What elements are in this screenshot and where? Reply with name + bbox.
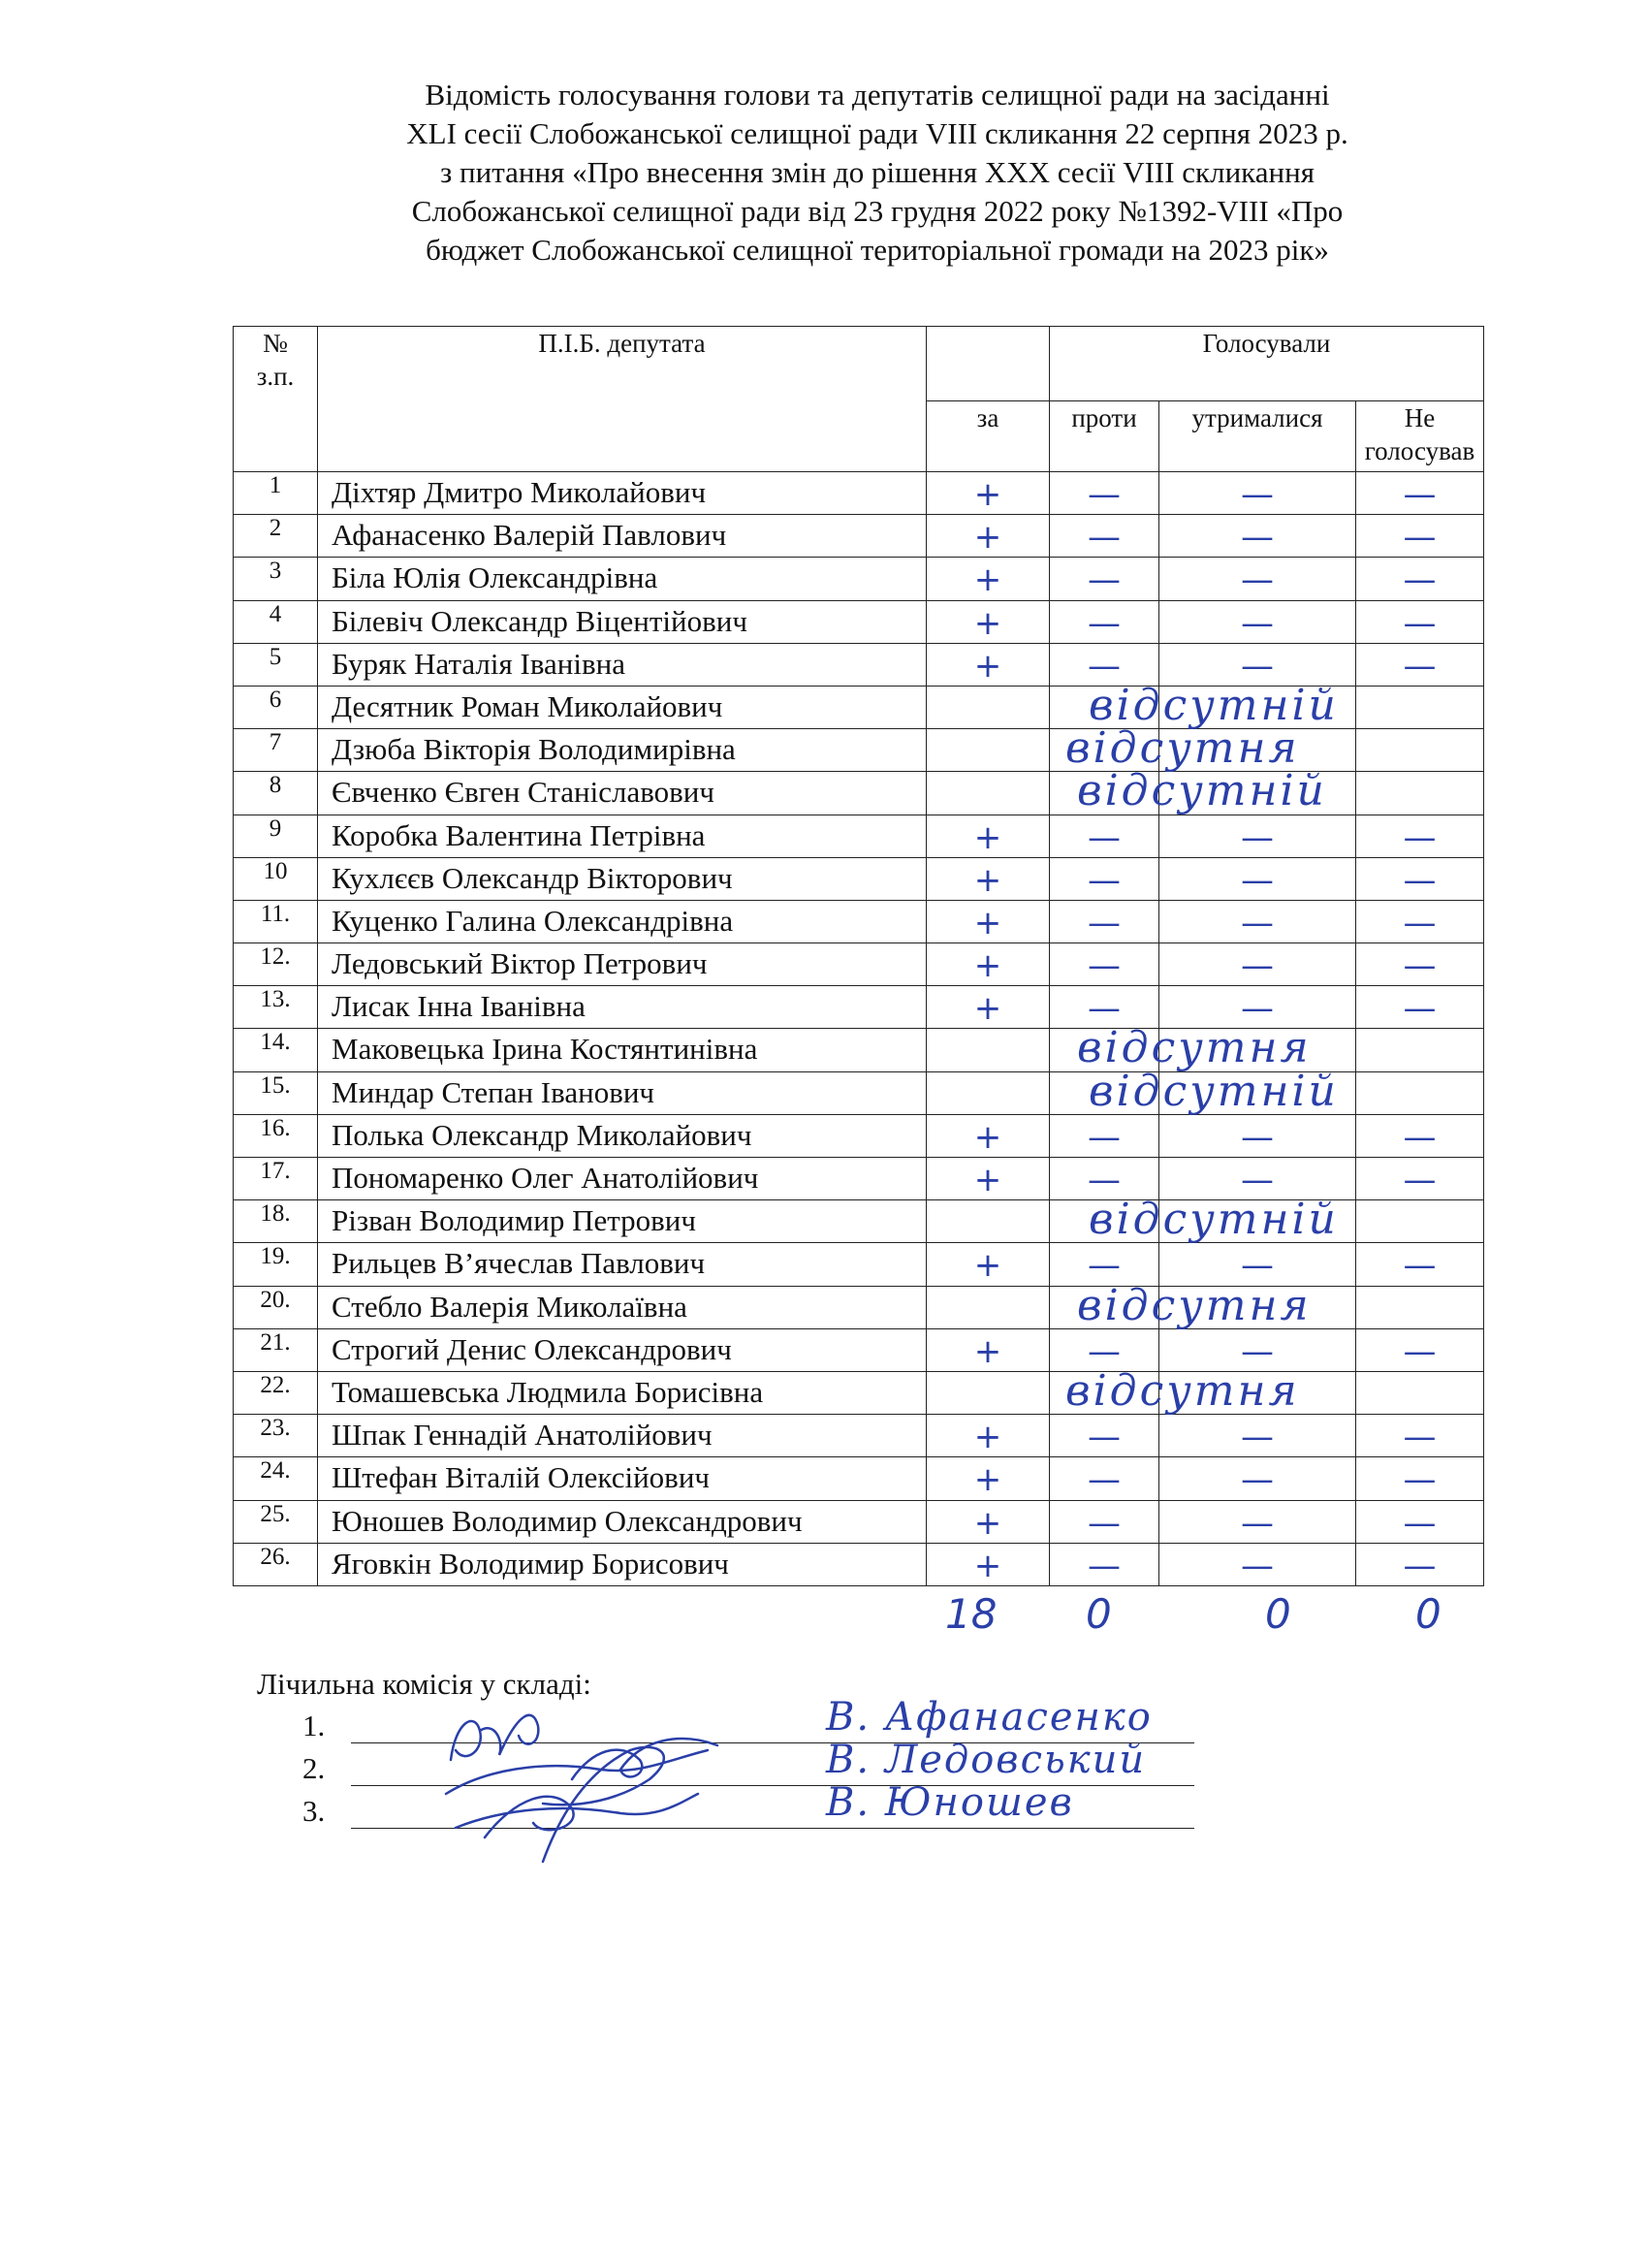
vote-against-mark: — [1088,817,1121,857]
vote-not-voted-mark: — [1403,646,1437,686]
vote-for-mark: + [973,1331,1002,1371]
deputy-name: Рильцев В’ячеслав Павлович [318,1243,927,1286]
vote-for-mark: + [973,518,1002,558]
deputy-name: Коробка Валентина Петрівна [318,815,927,857]
table-row [234,1500,1484,1543]
vote-for-mark: + [973,1503,1002,1543]
table-row [234,1286,1484,1328]
document-title [281,76,1474,270]
vote-against-cell [1050,986,1159,1029]
vote-not-voted-mark: — [1403,1460,1437,1500]
vote-not-voted-mark: — [1403,1246,1437,1286]
vote-abstained-mark: — [1241,1331,1274,1371]
vote-not-voted-cell [1077,766,1484,816]
signatures-scribble [427,1692,814,1867]
vote-not-voted-mark: — [1403,518,1437,558]
row-number: 17. [234,1158,318,1200]
member-handwritten-name: В. Юношев [826,1780,1074,1825]
vote-not-voted-mark: — [1403,603,1437,643]
absent-handwritten-note: відсутня [1065,1365,1300,1416]
row-number: 8 [234,772,318,815]
table-row [234,1371,1484,1414]
vote-abstained-cell [1159,472,1356,515]
vote-against-cell [1050,1500,1159,1543]
vote-abstained-cell [1159,986,1356,1029]
vote-for-mark: + [973,1117,1002,1157]
vote-against-cell [1050,1543,1159,1585]
vote-abstained-cell [1159,1158,1356,1200]
deputy-name: Пономаренко Олег Анатолійович [318,1158,927,1200]
vote-for-mark: + [973,903,1002,942]
deputy-name: Яговкін Володимир Борисович [318,1543,927,1585]
title-line: бюджет Слобожанської селищної територіальної громади на 2023 рік» [426,233,1329,267]
vote-for-mark: + [973,1161,1002,1199]
row-number: 10 [234,857,318,900]
deputy-name: Біла Юлія Олександрівна [318,558,927,600]
vote-for-cell [927,600,1050,643]
total-abstained: 0 [1265,1590,1291,1638]
vote-against-cell [1050,643,1159,686]
vote-for-mark: + [973,1418,1002,1457]
vote-against-mark: — [1088,1460,1121,1500]
vote-for-mark: + [973,475,1002,514]
vote-for-cell [927,472,1050,515]
vote-not-voted-cell [1356,600,1484,643]
vote-against-cell [1050,1328,1159,1371]
vote-for-mark: + [973,946,1002,986]
deputy-name: Лисак Інна Іванівна [318,986,927,1029]
table-row [234,1071,1484,1114]
table-row [234,815,1484,857]
vote-for-cell [927,1029,1050,1071]
vote-against-mark: — [1088,1331,1121,1371]
table-row [234,600,1484,643]
table-row [234,515,1484,558]
title-line: Слобожанської селищної ради від 23 грудня 2022 року №1392-VIII «Про [411,194,1344,228]
vote-against-mark: — [1088,1117,1121,1157]
vote-abstained-cell [1159,1328,1356,1371]
table-row [234,1543,1484,1585]
vote-abstained-mark: — [1241,1117,1274,1157]
member-handwritten-name: В. Ледовський [826,1738,1147,1782]
commission-label: Лічильна комісія у складі: [257,1667,591,1701]
vote-for-cell [927,900,1050,942]
deputy-name: Різван Володимир Петрович [318,1200,927,1243]
row-number: 24. [234,1457,318,1500]
table-row [234,1029,1484,1071]
table-row [234,857,1484,900]
absent-handwritten-note: відсутня [1077,1023,1312,1073]
vote-against-cell [1050,1114,1159,1157]
vote-not-voted-cell [1356,558,1484,600]
vote-against-mark: — [1088,646,1121,686]
vote-for-cell [927,1243,1050,1286]
table-row [234,1158,1484,1200]
deputy-name: Дзюба Вікторія Володимирівна [318,729,927,772]
table-row [234,1114,1484,1157]
vote-not-voted-mark: — [1403,475,1437,514]
vote-not-voted-cell [1077,1280,1484,1330]
table-row [234,1457,1484,1500]
vote-against-mark: — [1088,989,1121,1029]
vote-for-cell [927,1158,1050,1200]
vote-abstained-cell [1159,857,1356,900]
table-row [234,1200,1484,1243]
vote-against-cell [1050,472,1159,515]
vote-not-voted-mark: — [1403,1546,1437,1585]
totals-row [0,1590,1648,1648]
vote-against-cell [1050,815,1159,857]
vote-against-mark: — [1088,860,1121,900]
vote-against-cell [1050,1243,1159,1286]
vote-abstained-mark: — [1241,946,1274,986]
vote-not-voted-mark: — [1403,1161,1437,1199]
vote-not-voted-cell [1356,1328,1484,1371]
deputy-name: Полька Олександр Миколайович [318,1114,927,1157]
vote-not-voted-cell [1356,943,1484,986]
vote-against-mark: — [1088,1418,1121,1457]
deputy-name: Юношев Володимир Олександрович [318,1500,927,1543]
member-num: 1. [302,1709,326,1742]
vote-not-voted-cell [1065,1365,1484,1416]
title-line: XLI сесії Слобожанської селищної ради VIII скликання 22 серпня 2023 р. [406,116,1348,150]
vote-abstained-mark: — [1241,860,1274,900]
table-row [234,1243,1484,1286]
row-number: 4 [234,600,318,643]
vote-abstained-mark: — [1241,989,1274,1029]
absent-handwritten-note: відсутній [1077,766,1327,816]
total-not-voted: 0 [1415,1590,1442,1638]
vote-not-voted-cell [1356,1415,1484,1457]
vote-against-mark: — [1088,560,1121,600]
deputy-name: Афанасенко Валерій Павлович [318,515,927,558]
deputy-name: Білевіч Олександр Віцентійович [318,600,927,643]
absent-handwritten-note: відсутній [1089,1066,1339,1116]
vote-for-cell [927,1415,1050,1457]
deputy-name: Кухлєєв Олександр Вікторович [318,857,927,900]
vote-for-cell [927,1071,1050,1114]
member-handwritten-name: В. Афанасенко [826,1695,1153,1740]
row-number: 9 [234,815,318,857]
vote-not-voted-cell [1356,1457,1484,1500]
header-empty [927,327,1050,401]
table-row [234,558,1484,600]
vote-abstained-mark: — [1241,1503,1274,1543]
row-number: 23. [234,1415,318,1457]
vote-for-mark: + [973,560,1002,600]
vote-against-cell [1050,1415,1159,1457]
row-number: 3 [234,558,318,600]
table-row [234,729,1484,772]
deputy-name: Євченко Євген Станіславович [318,772,927,815]
vote-for-cell [927,558,1050,600]
deputy-name: Штефан Віталій Олексійович [318,1457,927,1500]
vote-for-cell [927,1500,1050,1543]
vote-not-voted-cell [1356,1500,1484,1543]
vote-not-voted-mark: — [1403,989,1437,1029]
vote-not-voted-mark: — [1403,860,1437,900]
deputy-name: Ледовський Віктор Петрович [318,943,927,986]
vote-abstained-cell [1159,558,1356,600]
deputy-name: Стебло Валерія Миколаївна [318,1286,927,1328]
vote-against-cell [1050,900,1159,942]
vote-not-voted-mark: — [1403,1418,1437,1457]
deputy-name: Куценко Галина Олександрівна [318,900,927,942]
row-number: 11. [234,900,318,942]
vote-against-mark: — [1088,475,1121,514]
vote-abstained-cell [1159,1543,1356,1585]
vote-for-mark: + [973,1546,1002,1585]
vote-abstained-cell [1159,515,1356,558]
vote-against-mark: — [1088,1546,1121,1585]
voting-table [233,326,1484,1586]
vote-for-cell [927,1114,1050,1157]
row-number: 20. [234,1286,318,1328]
row-number: 13. [234,986,318,1029]
absent-handwritten-note: відсутня [1065,723,1300,774]
vote-for-mark: + [973,989,1002,1029]
vote-abstained-cell [1159,943,1356,986]
deputy-name: Миндар Степан Іванович [318,1071,927,1114]
table-row [234,643,1484,686]
deputy-name: Томашевська Людмила Борисівна [318,1371,927,1414]
vote-abstained-cell [1159,1415,1356,1457]
vote-not-voted-cell [1089,1066,1484,1116]
title-line: з питання «Про внесення змін до рішення XXX сесії VIII скликання [440,155,1315,189]
vote-for-mark: + [973,817,1002,857]
vote-abstained-mark: — [1241,603,1274,643]
vote-for-cell [927,986,1050,1029]
vote-not-voted-cell [1356,515,1484,558]
vote-for-cell [927,1328,1050,1371]
vote-not-voted-cell [1356,1114,1484,1157]
vote-not-voted-mark: — [1403,1117,1437,1157]
vote-not-voted-cell [1356,643,1484,686]
vote-against-mark: — [1088,1246,1121,1286]
vote-against-mark: — [1088,603,1121,643]
row-number: 7 [234,729,318,772]
deputy-name: Буряк Наталія Іванівна [318,643,927,686]
vote-against-mark: — [1088,903,1121,942]
vote-not-voted-mark: — [1403,560,1437,600]
vote-for-mark: + [973,646,1002,686]
vote-not-voted-mark: — [1403,903,1437,942]
table-row [234,943,1484,986]
vote-against-cell [1050,600,1159,643]
deputy-name: Маковецька Ірина Костянтинівна [318,1029,927,1071]
vote-against-cell [1050,1158,1159,1200]
vote-not-voted-cell [1356,900,1484,942]
table-row [234,472,1484,515]
header-for: за [927,401,1050,472]
vote-abstained-mark: — [1241,518,1274,558]
vote-abstained-cell [1159,600,1356,643]
vote-not-voted-cell [1065,723,1484,774]
row-number: 12. [234,943,318,986]
vote-not-voted-cell [1356,1543,1484,1585]
header-name: П.І.Б. депутата [318,327,927,472]
vote-against-cell [1050,1457,1159,1500]
vote-against-cell [1050,857,1159,900]
vote-for-cell [927,943,1050,986]
row-number: 6 [234,686,318,728]
vote-not-voted-cell [1356,857,1484,900]
header-abstained: утрималися [1159,401,1356,472]
header-num-label: № з.п. [256,329,295,391]
deputy-name: Шпак Геннадій Анатолійович [318,1415,927,1457]
vote-against-mark: — [1088,518,1121,558]
vote-abstained-mark: — [1241,1546,1274,1585]
vote-for-cell [927,643,1050,686]
vote-for-mark: + [973,1460,1002,1500]
title-line: Відомість голосування голови та депутатів селищної ради на засіданні [425,78,1330,112]
vote-for-cell [927,772,1050,815]
vote-abstained-cell [1159,815,1356,857]
vote-abstained-cell [1159,900,1356,942]
row-number: 14. [234,1029,318,1071]
row-number: 22. [234,1371,318,1414]
vote-abstained-cell [1159,1243,1356,1286]
vote-not-voted-cell [1077,1023,1484,1073]
vote-for-cell [927,686,1050,728]
vote-against-cell [1050,515,1159,558]
vote-for-cell [927,815,1050,857]
vote-not-voted-cell [1356,815,1484,857]
vote-abstained-mark: — [1241,1418,1274,1457]
row-number: 15. [234,1071,318,1114]
vote-not-voted-cell [1356,986,1484,1029]
vote-abstained-cell [1159,1500,1356,1543]
vote-abstained-cell [1159,643,1356,686]
vote-for-cell [927,1543,1050,1585]
table-row [234,772,1484,815]
vote-for-cell [927,729,1050,772]
vote-not-voted-mark: — [1403,817,1437,857]
row-number: 2 [234,515,318,558]
total-for: 18 [945,1590,998,1638]
vote-abstained-mark: — [1241,1246,1274,1286]
absent-handwritten-note: відсутній [1089,1195,1339,1245]
vote-for-mark: + [973,1246,1002,1286]
vote-not-voted-cell [1356,472,1484,515]
absent-handwritten-note: відсутній [1089,680,1339,730]
absent-handwritten-note: відсутня [1077,1280,1312,1330]
vote-for-cell [927,1286,1050,1328]
vote-not-voted-cell [1089,1195,1484,1245]
vote-not-voted-mark: — [1403,1503,1437,1543]
row-number: 18. [234,1200,318,1243]
vote-not-voted-cell [1356,1243,1484,1286]
vote-abstained-mark: — [1241,560,1274,600]
row-number: 26. [234,1543,318,1585]
vote-abstained-mark: — [1241,1460,1274,1500]
vote-against-mark: — [1088,1503,1121,1543]
vote-against-mark: — [1088,946,1121,986]
member-num: 2. [302,1751,326,1785]
vote-not-voted-cell [1356,1158,1484,1200]
vote-abstained-cell [1159,1457,1356,1500]
deputy-name: Строгий Денис Олександрович [318,1328,927,1371]
vote-abstained-mark: — [1241,646,1274,686]
vote-for-mark: + [973,860,1002,900]
vote-not-voted-mark: — [1403,946,1437,986]
table-row [234,1328,1484,1371]
row-number: 21. [234,1328,318,1371]
header-voted-group: Голосували [1050,327,1484,401]
vote-for-cell [927,1200,1050,1243]
table-row [234,986,1484,1029]
deputy-name: Десятник Роман Миколайович [318,686,927,728]
header-num [234,327,318,472]
vote-abstained-mark: — [1241,817,1274,857]
vote-abstained-mark: — [1241,903,1274,942]
table-row [234,1415,1484,1457]
vote-not-voted-mark: — [1403,1331,1437,1371]
table-row [234,686,1484,728]
member-num: 3. [302,1794,326,1828]
row-number: 19. [234,1243,318,1286]
vote-for-cell [927,1371,1050,1414]
table-row [234,900,1484,942]
row-number: 25. [234,1500,318,1543]
vote-for-cell [927,515,1050,558]
row-number: 1 [234,472,318,515]
header-not-voted: Не голосував [1356,401,1484,472]
vote-for-mark: + [973,603,1002,643]
vote-against-mark: — [1088,1161,1121,1199]
header-against: проти [1050,401,1159,472]
row-number: 5 [234,643,318,686]
vote-for-cell [927,1457,1050,1500]
row-number: 16. [234,1114,318,1157]
vote-abstained-mark: — [1241,475,1274,514]
total-against: 0 [1086,1590,1112,1638]
vote-against-cell [1050,558,1159,600]
deputy-name: Діхтяр Дмитро Миколайович [318,472,927,515]
vote-abstained-mark: — [1241,1161,1274,1199]
vote-not-voted-cell [1089,680,1484,730]
vote-for-cell [927,857,1050,900]
vote-against-cell [1050,943,1159,986]
vote-abstained-cell [1159,1114,1356,1157]
